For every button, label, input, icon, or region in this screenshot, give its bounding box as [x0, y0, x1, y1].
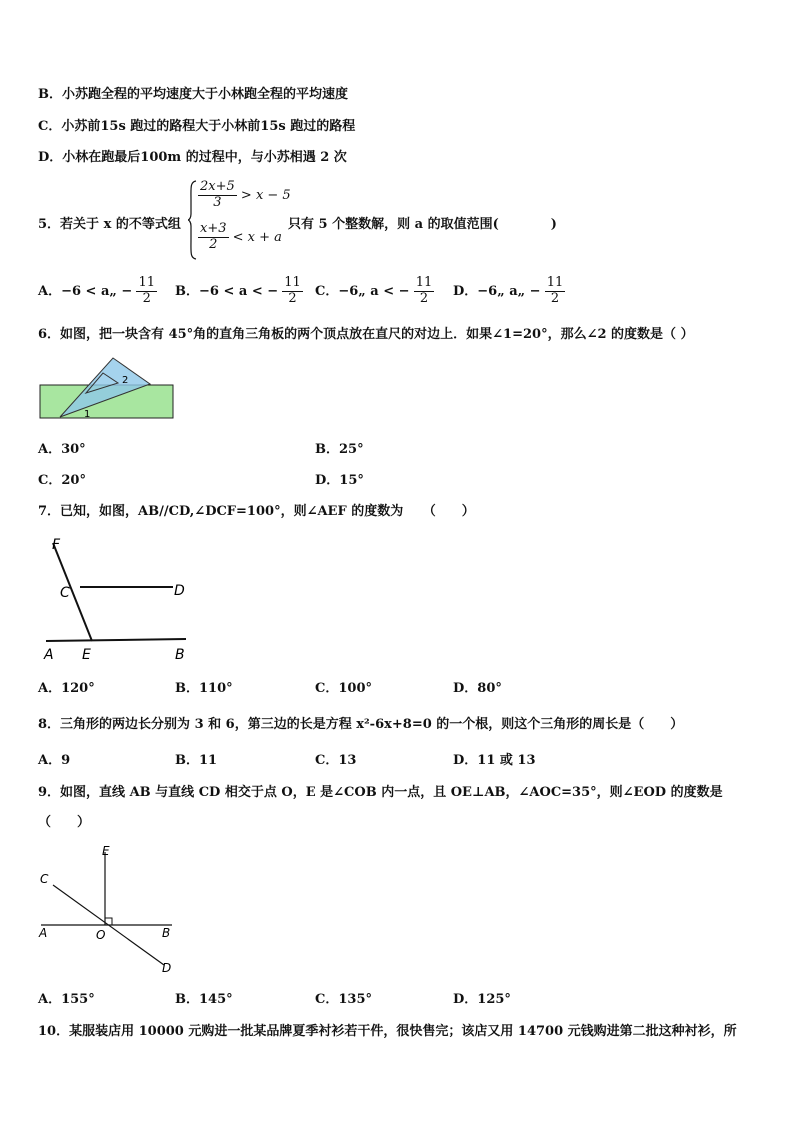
q10-stem: 10．某服装店用 10000 元购进一批某品牌夏季衬衫若干件，很快售完；该店又用 14700 元钱购进第二批这种衬衫，所 — [38, 1024, 737, 1039]
label-e: E — [82, 647, 91, 663]
q4-option-b: B．小苏跑全程的平均速度大于小林跑全程的平均速度 — [38, 87, 348, 102]
q6-figure — [38, 355, 178, 423]
line-fe — [53, 543, 92, 641]
q7-option-a: A．120° — [38, 681, 95, 696]
q6-option-a: A．30° — [38, 442, 86, 457]
q9-option-c: C．135° — [315, 992, 372, 1007]
label-d: D — [162, 961, 172, 975]
q6-option-c: C．20° — [38, 473, 86, 488]
label-d: D — [174, 583, 185, 599]
label-a: A — [44, 647, 54, 663]
ineq1-denominator: 3 — [213, 194, 222, 210]
q9-figure — [36, 840, 186, 980]
q7-option-d: D．80° — [453, 681, 502, 696]
q5-option-a: A．−6 < a„ − $\frac{11}{2}$ — [38, 275, 155, 306]
ineq1-numerator: 2x+5 — [200, 179, 235, 194]
q8-option-d: D．11 或 13 — [453, 753, 536, 768]
label-e: E — [102, 844, 110, 858]
label-b: B — [162, 926, 171, 940]
label-o: O — [96, 928, 106, 942]
q9-option-d: D．125° — [453, 992, 511, 1007]
q8-option-c: C．13 — [315, 753, 357, 768]
q5-option-b: B．−6 < a < − $\frac{11}{2}$ — [175, 275, 301, 306]
q6-option-d: D．15° — [315, 473, 364, 488]
label-c: C — [60, 585, 70, 601]
q7-option-c: C．100° — [315, 681, 372, 696]
q9-option-b: B．145° — [175, 992, 233, 1007]
q8-stem: 8．三角形的两边长分别为 3 和 6，第三边的长是方程 x²-6x+8=0 的一个根，则这个三角形的周长是（ ） — [38, 717, 684, 732]
q7-option-b: B．110° — [175, 681, 233, 696]
ineq1-rhs: > x − 5 — [240, 187, 291, 203]
label-c: C — [40, 872, 49, 886]
ineq2-numerator: x+3 — [200, 221, 227, 236]
q7-stem: 7．已知，如图，AB//CD,∠DCF=100°，则∠AEF 的度数为 （ ） — [38, 504, 475, 519]
q5-stem-pre: 5．若关于 x 的不等式组 — [38, 217, 181, 232]
label-a: A — [39, 926, 48, 940]
brace-icon — [187, 180, 197, 260]
angle-label-2: 2 — [122, 375, 129, 386]
q6-option-b: B．25° — [315, 442, 364, 457]
line-ab — [46, 639, 186, 641]
q4-option-c: C．小苏前15s 跑过的路程大于小林前15s 跑过的路程 — [38, 119, 356, 134]
q6-stem: 6．如图，把一块含有 45°角的直角三角板的两个顶点放在直尺的对边上．如果∠1=20°，那么∠2 的度数是（ ） — [38, 327, 694, 342]
q5-option-d: D．−6„ a„ − $\frac{11}{2}$ — [453, 275, 564, 306]
q5-inequality-1 — [198, 180, 291, 211]
q4-option-d: D．小林在跑最后100m 的过程中，与小苏相遇 2 次 — [38, 150, 347, 165]
q7-figure — [38, 525, 198, 665]
q8-option-b: B．11 — [175, 753, 218, 768]
q5-option-c: C．−6„ a < − $\frac{11}{2}$ — [315, 275, 433, 306]
ineq2-rhs: < x + a — [232, 229, 282, 245]
q9-paren: （ ） — [38, 815, 91, 830]
label-f: F — [52, 537, 61, 553]
angle-label-1: 1 — [84, 409, 91, 420]
q5-stem-post: 只有 5 个整数解，则 a 的取值范围( ) — [288, 217, 557, 232]
label-b: B — [175, 647, 185, 663]
q8-option-a: A．9 — [38, 753, 71, 768]
q5-inequality-2 — [198, 222, 282, 253]
q9-stem: 9．如图，直线 AB 与直线 CD 相交于点 O，E 是∠COB 内一点，且 OE⊥AB，∠AOC=35°，则∠EOD 的度数是 — [38, 785, 723, 800]
ineq2-denominator: 2 — [209, 236, 218, 252]
q9-option-a: A．155° — [38, 992, 95, 1007]
